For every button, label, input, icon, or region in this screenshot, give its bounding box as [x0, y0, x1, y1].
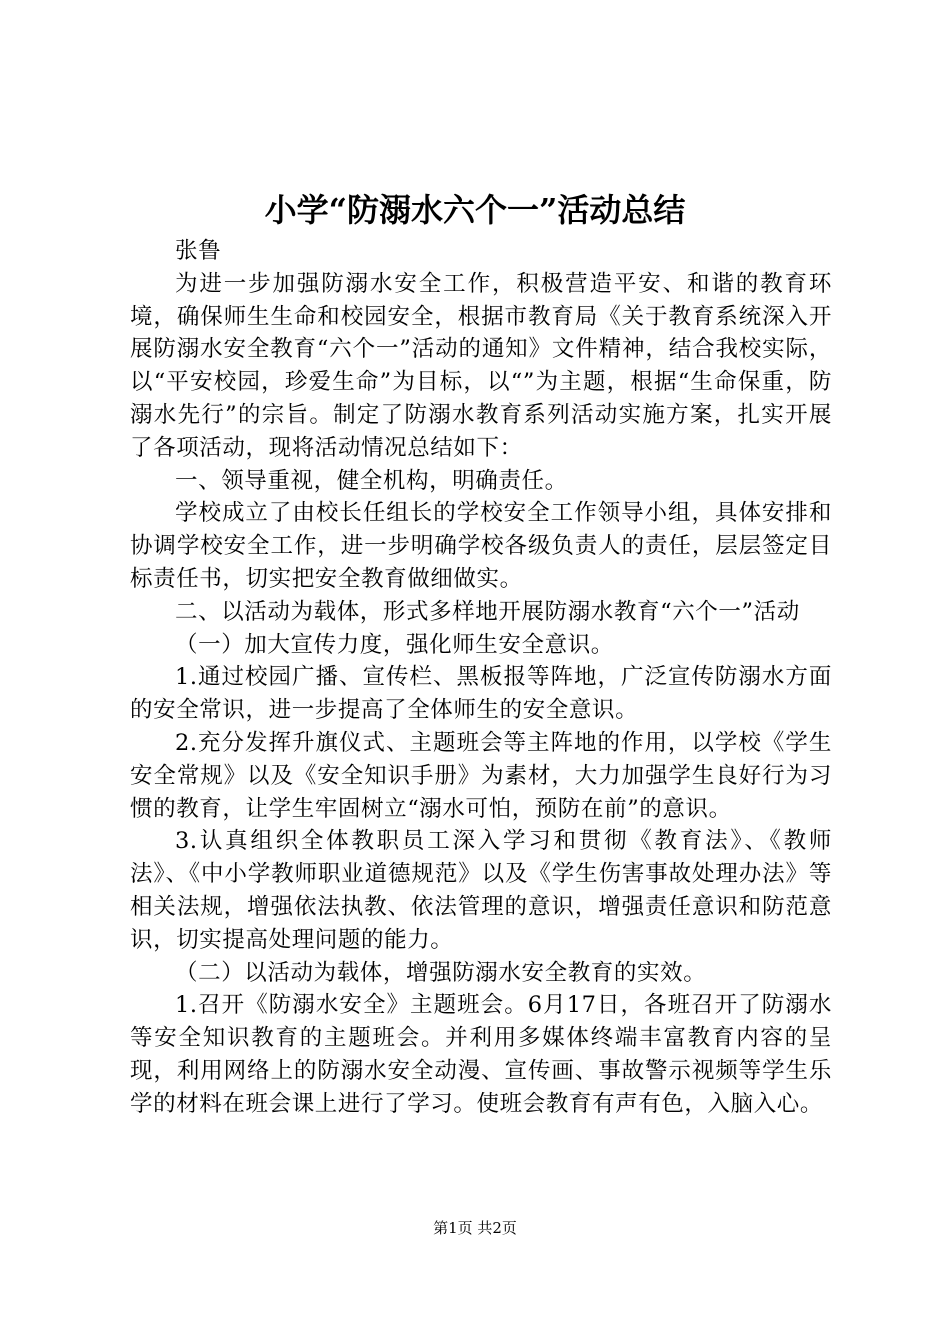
- subsection-heading-1: （一）加大宣传力度，强化师生安全意识。: [175, 631, 614, 658]
- list-item-3: 3.认真组织全体教职员工深入学习和贯彻《教育法》、《教师法》、《中小学教师职业道德规范》以及《学生伤害事故处理办法》等相关法规，增强依法执教、依法管理的意识，增强责任意识和防范意识，切实提高处理问题的能力。: [130, 828, 832, 953]
- page-number-footer: 第1页 共2页: [433, 1219, 517, 1237]
- document-body: [130, 235, 832, 1121]
- author-name: 张鲁: [175, 238, 222, 264]
- section-heading-2: 二、以活动为载体，形式多样地开展防溺水教育“六个一”活动: [175, 598, 800, 625]
- subsection-heading-2: （二）以活动为载体，增强防溺水安全教育的实效。: [175, 959, 707, 986]
- list-item-1: 1.通过校园广播、宣传栏、黑板报等阵地，广泛宣传防溺水方面的安全常识，进一步提高了全体师生的安全意识。: [130, 664, 832, 724]
- document-title: 小学“防溺水六个一”活动总结: [264, 191, 686, 229]
- list-item-4: 1.召开《防溺水安全》主题班会。6月17日，各班召开了防溺水等安全知识教育的主题班会。并利用多媒体终端丰富教育内容的呈现，利用网络上的防溺水安全动漫、宣传画、事故警示视频等学生乐学的材料在班会课上进行了学习。使班会教育有声有色，入脑入心。: [130, 992, 832, 1117]
- section-heading-1: 一、领导重视，健全机构，明确责任。: [175, 467, 568, 494]
- list-item-2: 2.充分发挥升旗仪式、主题班会等主阵地的作用，以学校《学生安全常规》以及《安全知识手册》为素材，大力加强学生良好行为习惯的教育，让学生牢固树立“溺水可怕，预防在前”的意识。: [130, 729, 832, 822]
- paragraph-leadership: 学校成立了由校长任组长的学校安全工作领导小组，具体安排和协调学校安全工作，进一步明确学校各级负责人的责任，层层签定目标责任书，切实把安全教育做细做实。: [130, 500, 832, 592]
- paragraph-intro: 为进一步加强防溺水安全工作，积极营造平安、和谐的教育环境，确保师生生命和校园安全，根据市教育局《关于教育系统深入开展防溺水安全教育“六个一”活动的通知》文件精神，结合我校实际，以“平安校园，珍爱生命”为目标，以“”为主题，根据“生命保重，防溺水先行”的宗旨。制定了防溺水教育系列活动实施方案，扎实开展了各项活动，现将活动情况总结如下：: [130, 270, 832, 461]
